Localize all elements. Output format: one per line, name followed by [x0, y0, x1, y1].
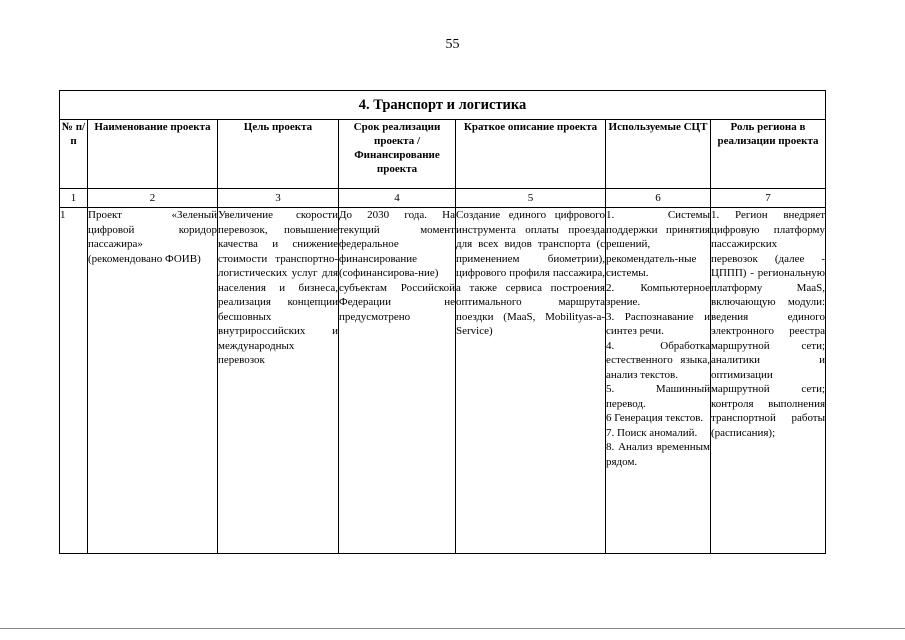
row-number: 1: [60, 208, 88, 554]
project-goal: Увеличение скорости перевозок, повышение качества и снижение стоимости транспортно-логистических услуг для населения и бизнеса, реализация концепции бесшовных внутрироссийских и международных перевозок: [218, 208, 339, 554]
technology-item: 4. Обработка естественного языка, анализ текстов.: [606, 339, 710, 381]
table-row: [60, 208, 826, 554]
column-number-row: [60, 189, 826, 208]
technology-item: 2. Компьютерное зрение.: [606, 281, 710, 308]
section-title: 4. Транспорт и логистика: [60, 91, 826, 120]
project-description: Создание единого цифрового инструмента оплаты проезда для всех видов транспорта (с применением биометрии), цифрового профиля пассажира, а также сервиса построения оптимального маршрута поездки (MaaS, Mobilityas-a-Service): [456, 208, 606, 554]
column-number: 2: [88, 189, 218, 208]
column-number: 4: [339, 189, 456, 208]
technology-item: 7. Поиск аномалий.: [606, 426, 698, 439]
technology-item: 1. Системы поддержки принятия решений, рекомендатель-ные системы.: [606, 209, 710, 279]
transport-projects-table: [59, 90, 826, 554]
technology-item: 5. Машинный перевод.: [606, 383, 710, 410]
column-header-name: Наименование проекта: [88, 120, 218, 189]
header-row: [60, 120, 826, 189]
column-header-description: Краткое описание проекта: [456, 120, 606, 189]
region-role: 1. Регион внедряет цифровую платформу пассажирских перевозок (далее - ЦППП) - региональную платформу MaaS, включающую модули: ведения единого электронного реестра маршрутной сети; аналитики и оптимизации маршрутной сети; контроля выполнения транспортной работы (расписания);: [711, 208, 826, 554]
technology-item: 6 Генерация текстов.: [606, 412, 704, 424]
column-header-number: № п/ п: [60, 120, 88, 189]
column-header-goal: Цель проекта: [218, 120, 339, 189]
column-number: 7: [711, 189, 826, 208]
technologies-list: [606, 208, 711, 554]
technology-item: 8. Анализ временным рядом.: [606, 441, 710, 468]
column-header-technologies: Используемые СЦТ: [606, 120, 711, 189]
project-name: Проект «Зеленый цифровой коридор пассажира» (рекомендовано ФОИВ): [88, 208, 218, 554]
project-term: До 2030 года. На текущий момент федеральное финансирование (софинансирова-ние) субъектам Российской Федерации не предусмотрено: [339, 208, 456, 554]
column-header-term: Срок реализации проекта / Финансирование проекта: [339, 120, 456, 189]
page-edge-line: [0, 628, 905, 629]
column-header-role: Роль региона в реализации проекта: [711, 120, 826, 189]
column-number: 5: [456, 189, 606, 208]
column-number: 6: [606, 189, 711, 208]
page-number: 55: [445, 37, 460, 52]
technology-item: 3. Распознавание и синтез речи.: [606, 310, 710, 337]
column-number: 3: [218, 189, 339, 208]
column-number: 1: [60, 189, 88, 208]
